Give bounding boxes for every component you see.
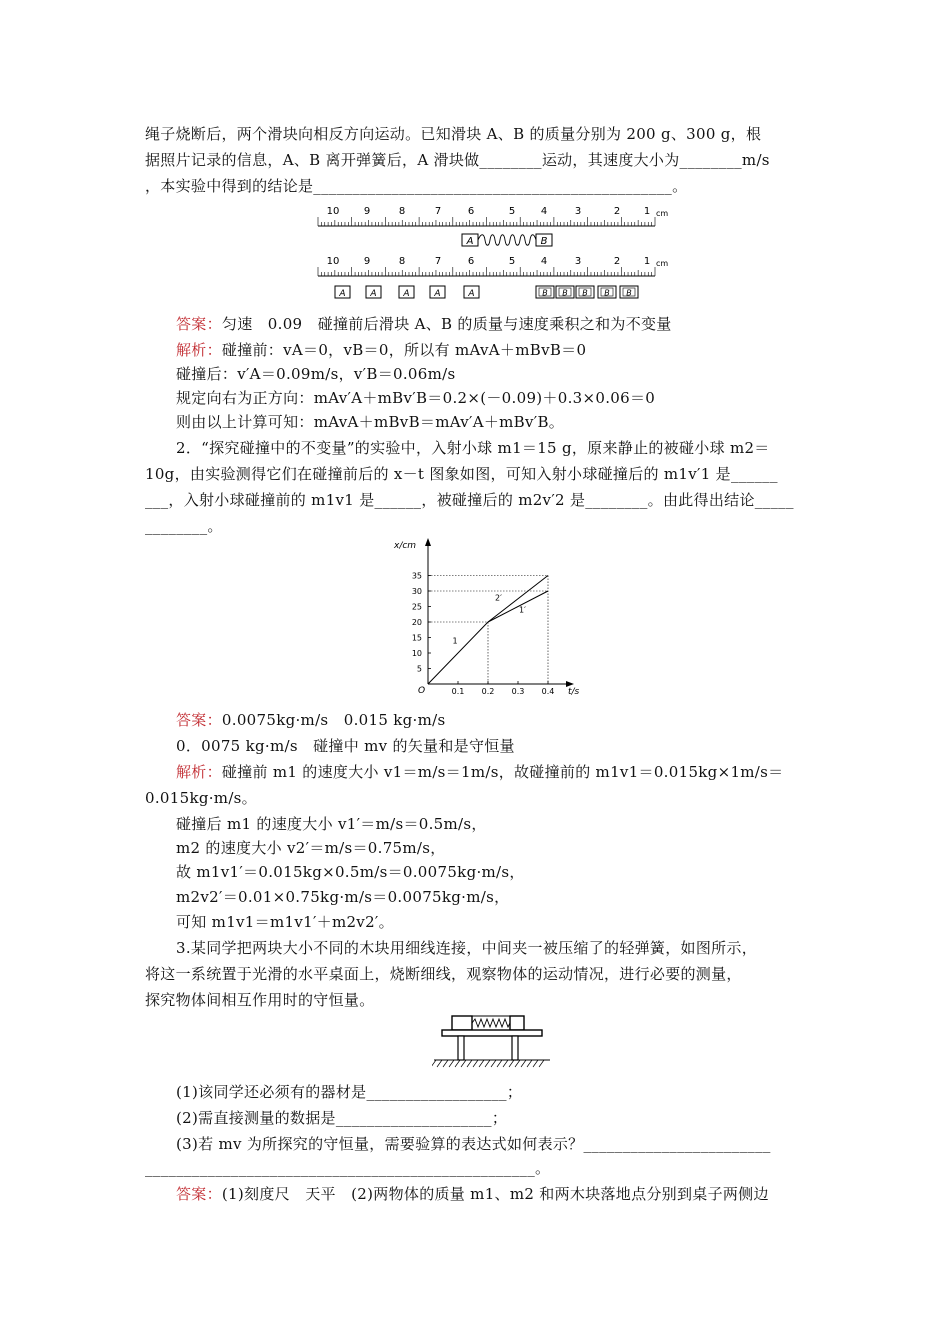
y-tick-label-25: 25 — [411, 602, 422, 612]
chart-guides — [428, 576, 548, 685]
ruler-top-label-7: 7 — [434, 206, 442, 217]
x-tick-label-0.4: 0.4 — [541, 687, 555, 696]
hatch-mark — [437, 1060, 442, 1067]
ruler-top-label-10: 10 — [326, 206, 340, 217]
ruler-bottom-unit: cm — [656, 259, 669, 268]
q2-step-6: 可知 m1v1＝m1v1′＋m2v2′。 — [176, 913, 394, 931]
bottom-block-a-label: A — [468, 289, 475, 299]
hatch-mark — [527, 1060, 532, 1067]
hatch-mark — [432, 1060, 436, 1067]
left-wooden-block — [452, 1016, 472, 1030]
q2-step-3: m2 的速度大小 v2′＝m/s＝0.75m/s， — [176, 839, 446, 857]
hatch-mark — [455, 1060, 460, 1067]
ruler-bottom-label-9: 9 — [363, 256, 371, 267]
series-label-1: 1 — [452, 636, 458, 646]
q2-step-4: 故 m1v1′＝0.015kg×0.5m/s＝0.0075kg·m/s， — [176, 863, 525, 881]
spring — [472, 1019, 510, 1027]
hatch-mark — [533, 1060, 538, 1067]
bottom-block-b-label: B — [542, 288, 548, 298]
q2-line-2: 10g，由实验测得它们在碰撞前后的 x－t 图象如图，可知入射小球碰撞后的 m1v′1 是______ — [145, 465, 778, 483]
q1-step-4: 则由以上计算可知：mAvA＋mBvB＝mAv′A＋mBv′B。 — [176, 413, 565, 431]
hatch-mark — [503, 1060, 508, 1067]
series-label-1′: 1′ — [519, 605, 526, 615]
q2-step-2: 碰撞后 m1 的速度大小 v1′＝m/s＝0.5m/s， — [176, 815, 487, 833]
q3-line-2: 将这一系统置于光滑的水平桌面上，烧断细线，观察物体的运动情况，进行必要的测量， — [145, 965, 742, 983]
q2-answer — [176, 708, 445, 732]
q1-analysis-label: 解析： — [176, 341, 222, 359]
q2-answer-label: 答案： — [176, 711, 222, 729]
hatch-mark — [449, 1060, 454, 1067]
series-line-1 — [428, 622, 488, 684]
bottom-block-a-label: A — [370, 289, 377, 299]
ruler-bottom-label-8: 8 — [398, 256, 406, 267]
q2-step-5: m2v2′＝0.01×0.75kg·m/s＝0.0075kg·m/s， — [176, 888, 510, 906]
bottom-block-b-label: B — [562, 288, 568, 298]
ruler-top-label-8: 8 — [398, 206, 406, 217]
y-tick-label-20: 20 — [411, 618, 422, 627]
q1-line-2: 据照片记录的信息，A、B 离开弹簧后，A 滑块做________运动，其速度大小为________m/s — [145, 151, 770, 169]
ground-hatch — [432, 1060, 544, 1067]
q3-part-1: (1)该同学还必须有的器材是__________________； — [176, 1083, 523, 1101]
y-tick-label-5: 5 — [416, 664, 422, 674]
ruler-bottom-label-10: 10 — [326, 256, 340, 267]
q3-answer-text: (1)刻度尺 天平 (2)两物体的质量 m1、m2 和两木块落地点分别到桌子两侧边 — [221, 1185, 769, 1203]
hatch-mark — [497, 1060, 502, 1067]
q2-line-4: ________。 — [145, 517, 223, 535]
hatch-mark — [461, 1060, 466, 1067]
x-tick-label-0.3: 0.3 — [511, 687, 525, 696]
ruler-top-label-6: 6 — [467, 206, 475, 217]
hatch-mark — [539, 1060, 544, 1067]
hatch-mark — [521, 1060, 526, 1067]
top-block-a-label: A — [466, 236, 474, 247]
q3-answer-label: 答案： — [176, 1185, 222, 1203]
ruler-bottom-label-6: 6 — [467, 256, 475, 267]
hatch-mark — [467, 1060, 472, 1067]
series-label-2′: 2′ — [495, 593, 502, 603]
hatch-mark — [509, 1060, 514, 1067]
q2-line-3: ___，入射小球碰撞前的 m1v1 是______，被碰撞后的 m2v′2 是________。由此得出结论_____ — [145, 491, 794, 509]
y-tick-label-10: 10 — [411, 649, 422, 658]
table-top — [442, 1030, 542, 1036]
bottom-block-b-label: B — [582, 288, 588, 298]
ruler-bottom — [318, 256, 668, 276]
q3-line-1: 3.某同学把两块大小不同的木块用细线连接，中间夹一被压缩了的轻弹簧，如图所示， — [176, 939, 758, 957]
hatch-mark — [479, 1060, 484, 1067]
q2-answer-text: 0.0075kg·m/s 0.015 kg·m/s — [221, 711, 446, 729]
hatch-mark — [473, 1060, 478, 1067]
y-tick-label-15: 15 — [411, 633, 422, 643]
y-tick-label-35: 35 — [411, 571, 422, 581]
q1-answer-text: 匀速 0.09 碰撞前后滑块 A、B 的质量与速度乘积之和为不变量 — [221, 315, 672, 333]
q3-part-3: (3)若 mv 为所探究的守恒量，需要验算的表达式如何表示？________________________ — [176, 1135, 771, 1153]
hatch-mark — [485, 1060, 490, 1067]
ruler-top-unit: cm — [656, 209, 669, 218]
q1-answer — [176, 312, 672, 336]
ruler-top — [318, 206, 668, 226]
compressed-spring — [478, 235, 536, 246]
q1-step-3: 规定向右为正方向：mAv′A＋mBv′B＝0.2×(－0.09)＋0.3×0.06＝0 — [176, 389, 656, 407]
ruler-top-label-2: 2 — [613, 206, 621, 217]
ruler-top-label-4: 4 — [540, 206, 548, 217]
q1-answer-label: 答案： — [176, 315, 222, 333]
q2-line-1: 2．“探究碰撞中的不变量”的实验中，入射小球 m1＝15 g，原来静止的被碰小球 m2＝ — [176, 439, 770, 457]
ruler-bottom-label-7: 7 — [434, 256, 442, 267]
hatch-mark — [443, 1060, 448, 1067]
q2-analysis — [176, 760, 783, 784]
xt-chart — [390, 538, 590, 700]
q3-answer — [176, 1182, 769, 1206]
hatch-mark — [515, 1060, 520, 1067]
q3-line-3: 探究物体间相互作用时的守恒量。 — [145, 991, 375, 1009]
top-block-b-label: B — [540, 236, 548, 247]
y-axis-label: x/cm — [394, 541, 417, 551]
ruler-bottom-label-1: 1 — [643, 256, 651, 267]
q1-analysis — [176, 338, 586, 362]
q2-analysis-label: 解析： — [176, 763, 222, 781]
q2-answer-2: 0．0075 kg·m/s 碰撞中 mv 的矢量和是守恒量 — [176, 737, 515, 755]
bottom-block-b-label: B — [604, 288, 610, 298]
ruler-bottom-label-2: 2 — [613, 256, 621, 267]
table-leg-right — [512, 1036, 518, 1060]
q2-step-1b: 0.015kg·m/s。 — [145, 789, 257, 807]
ruler-top-label-3: 3 — [574, 206, 582, 217]
q3-part-3b: __________________________________________________。 — [145, 1159, 551, 1177]
q1-analysis-text: 碰撞前：vA＝0，vB＝0，所以有 mAvA＋mBvB＝0 — [221, 341, 587, 359]
chart-ticks — [412, 572, 555, 697]
table-spring-figure — [432, 1012, 552, 1072]
ruler-bottom-label-3: 3 — [574, 256, 582, 267]
q1-step-2: 碰撞后：v′A＝0.09m/s，v′B＝0.06m/s — [176, 365, 456, 383]
y-axis-arrow — [425, 538, 431, 546]
ruler-figure — [310, 200, 670, 305]
x-tick-label-0.2: 0.2 — [481, 687, 495, 696]
ruler-bottom-label-5: 5 — [508, 256, 516, 267]
ruler-top-label-9: 9 — [363, 206, 371, 217]
y-tick-label-30: 30 — [411, 587, 422, 596]
ruler-top-label-5: 5 — [508, 206, 516, 217]
origin-label: O — [418, 686, 426, 696]
q1-line-3: ，本实验中得到的结论是______________________________________________。 — [145, 177, 688, 195]
q3-part-2: (2)需直接测量的数据是____________________； — [176, 1109, 508, 1127]
bottom-blocks — [335, 286, 638, 299]
bottom-block-b-label: B — [626, 288, 632, 298]
ruler-top-label-1: 1 — [643, 206, 651, 217]
bottom-block-a-label: A — [403, 289, 410, 299]
bottom-block-a-label: A — [339, 289, 346, 299]
ruler-bottom-label-4: 4 — [540, 256, 548, 267]
table-leg-left — [458, 1036, 464, 1060]
q2-analysis-text: 碰撞前 m1 的速度大小 v1＝m/s＝1m/s，故碰撞前的 m1v1＝0.015kg×1m/s＝ — [221, 763, 784, 781]
right-wooden-block — [510, 1016, 524, 1030]
q1-line-1: 绳子烧断后，两个滑块向相反方向运动。已知滑块 A、B 的质量分别为 200 g、300 g，根 — [145, 125, 762, 143]
x-axis-label: t/s — [568, 687, 580, 697]
hatch-mark — [491, 1060, 496, 1067]
bottom-block-a-label: A — [434, 289, 441, 299]
x-tick-label-0.1: 0.1 — [451, 687, 465, 696]
